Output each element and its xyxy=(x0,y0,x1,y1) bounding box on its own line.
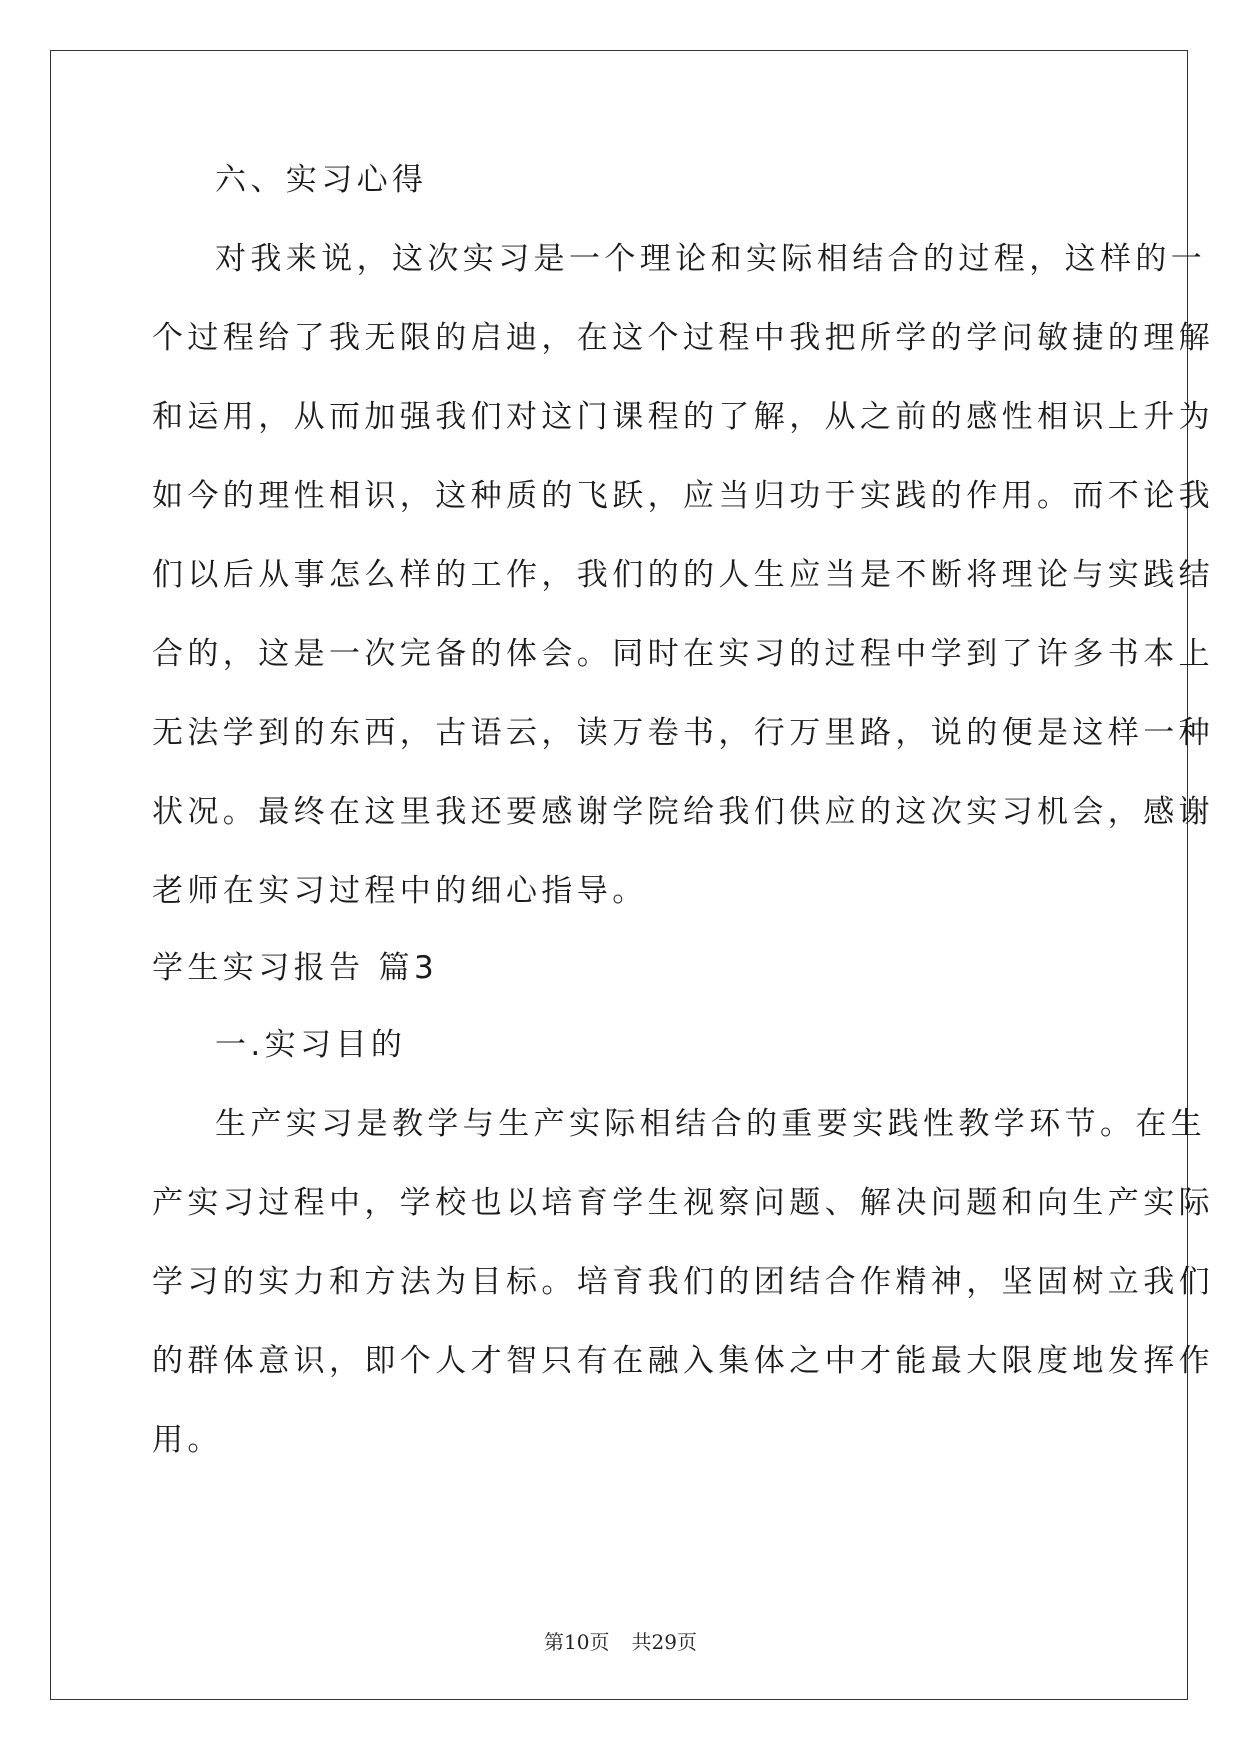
paragraph-line: 如今的理性相识，这种质的飞跃，应当归功于实践的作用。而不论我 xyxy=(152,478,1214,514)
paragraph-line: 学习的实力和方法为目标。培育我们的团结合作精神，坚固树立我们 xyxy=(152,1264,1214,1300)
paragraph-line: 对我来说，这次实习是一个理论和实际相结合的过程，这样的一 xyxy=(215,241,1207,277)
paragraph-line: 用。 xyxy=(152,1422,223,1458)
page-footer xyxy=(0,1626,1241,1655)
paragraph-line: 状况。最终在这里我还要感谢学院给我们供应的这次实习机会，感谢 xyxy=(152,794,1214,830)
paragraph-line: 们以后从事怎么样的工作，我们的的人生应当是不断将理论与实践结 xyxy=(152,557,1214,593)
paragraph-line: 的群体意识，即个人才智只有在融入集体之中才能最大限度地发挥作 xyxy=(152,1343,1214,1379)
document-body xyxy=(152,160,1214,1460)
page-number-total: 共29页 xyxy=(631,1630,697,1654)
paragraph-line: 合的，这是一次完备的体会。同时在实习的过程中学到了许多书本上 xyxy=(152,636,1214,672)
paragraph-line: 生产实习是教学与生产实际相结合的重要实践性教学环节。在生 xyxy=(215,1106,1207,1142)
paragraph-line: 个过程给了我无限的启迪，在这个过程中我把所学的学问敏捷的理解 xyxy=(152,320,1214,356)
section-heading: 六、实习心得 xyxy=(215,162,428,198)
report-title: 学生实习报告 篇3 xyxy=(152,950,439,986)
page-number-current: 第10页 xyxy=(544,1630,610,1654)
paragraph-line: 无法学到的东西，古语云，读万卷书，行万里路，说的便是这样一种 xyxy=(152,715,1214,751)
paragraph-line: 老师在实习过程中的细心指导。 xyxy=(152,873,648,909)
section-heading: 一.实习目的 xyxy=(215,1027,407,1063)
paragraph-line: 和运用，从而加强我们对这门课程的了解，从之前的感性相识上升为 xyxy=(152,399,1214,435)
paragraph-line: 产实习过程中，学校也以培育学生视察问题、解决问题和向生产实际 xyxy=(152,1185,1214,1221)
